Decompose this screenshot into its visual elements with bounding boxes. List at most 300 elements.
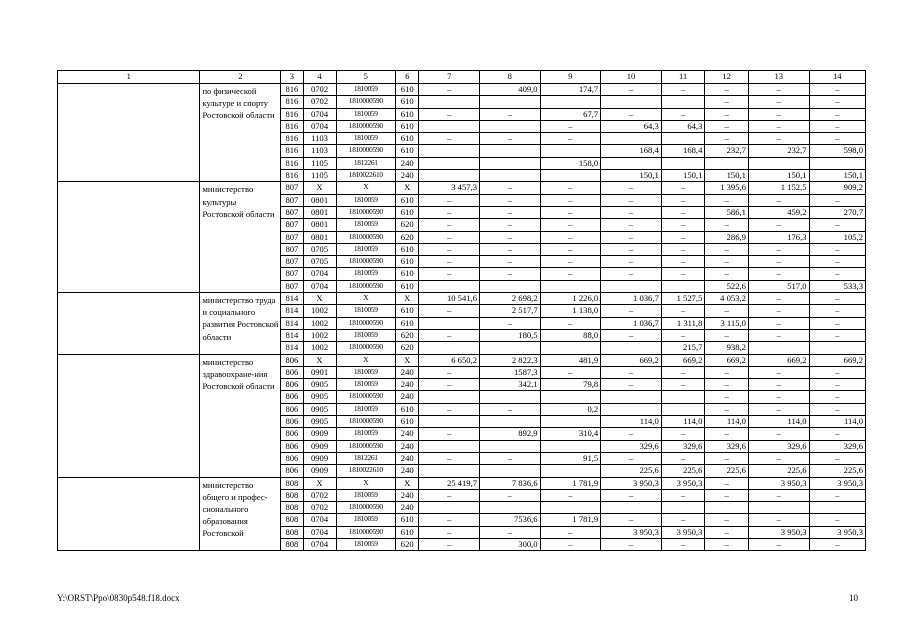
amount-cell: 150,1 bbox=[809, 170, 865, 182]
amount-cell: – bbox=[748, 219, 809, 231]
section-code: 0704 bbox=[303, 268, 336, 280]
amount-cell: – bbox=[809, 243, 865, 255]
ministry-code: 807 bbox=[281, 231, 303, 243]
amount-cell bbox=[540, 440, 601, 452]
amount-cell: 459,2 bbox=[748, 206, 809, 218]
table-row bbox=[58, 84, 866, 96]
amount-cell: – bbox=[601, 514, 662, 526]
target-code: 1812261 bbox=[336, 157, 396, 169]
amount-cell bbox=[480, 120, 541, 132]
amount-cell: – bbox=[601, 268, 662, 280]
expense-code: 240 bbox=[396, 170, 419, 182]
amount-cell: – bbox=[661, 428, 705, 440]
amount-cell bbox=[419, 502, 480, 514]
amount-cell bbox=[661, 133, 705, 145]
section-code: 1105 bbox=[303, 170, 336, 182]
amount-cell: – bbox=[480, 231, 541, 243]
column-number-header: 11 bbox=[661, 71, 705, 84]
amount-cell bbox=[540, 465, 601, 477]
amount-cell: 232,7 bbox=[705, 145, 749, 157]
table-row bbox=[58, 293, 866, 305]
amount-cell: – bbox=[705, 452, 749, 464]
section-code: 0905 bbox=[303, 416, 336, 428]
amount-cell: – bbox=[419, 108, 480, 120]
target-code: 1810059 bbox=[336, 379, 396, 391]
amount-cell: – bbox=[705, 243, 749, 255]
amount-cell: 174,7 bbox=[540, 84, 601, 96]
expense-code: 610 bbox=[396, 514, 419, 526]
amount-cell: 329,6 bbox=[809, 440, 865, 452]
target-code: 1810059 bbox=[336, 133, 396, 145]
amount-cell: – bbox=[748, 108, 809, 120]
section-code: 1002 bbox=[303, 329, 336, 341]
amount-cell: – bbox=[419, 133, 480, 145]
amount-cell: – bbox=[705, 428, 749, 440]
page-number: 10 bbox=[849, 593, 858, 603]
target-code: 1810059 bbox=[336, 243, 396, 255]
section-code: 1002 bbox=[303, 317, 336, 329]
expense-code: 620 bbox=[396, 231, 419, 243]
expense-code: 610 bbox=[396, 268, 419, 280]
amount-cell: – bbox=[601, 379, 662, 391]
ministry-code: 806 bbox=[281, 379, 303, 391]
expense-code: 620 bbox=[396, 342, 419, 354]
amount-cell: – bbox=[480, 403, 541, 415]
section-code: 0905 bbox=[303, 379, 336, 391]
amount-cell: 158,0 bbox=[540, 157, 601, 169]
amount-cell: – bbox=[661, 243, 705, 255]
amount-cell bbox=[480, 465, 541, 477]
amount-cell: 669,2 bbox=[748, 354, 809, 366]
file-path: Y:\ORST\Ppo\0830p548.f18.docx bbox=[57, 593, 180, 603]
amount-cell bbox=[601, 502, 662, 514]
ministry-code: 808 bbox=[281, 489, 303, 501]
amount-cell: 3 457,3 bbox=[419, 182, 480, 194]
target-code: 1810000590 bbox=[336, 145, 396, 157]
amount-cell: 225,6 bbox=[661, 465, 705, 477]
expense-code: 240 bbox=[396, 440, 419, 452]
amount-cell: – bbox=[809, 428, 865, 440]
amount-cell: – bbox=[705, 305, 749, 317]
amount-cell: 481,9 bbox=[540, 354, 601, 366]
amount-cell: – bbox=[809, 293, 865, 305]
blank-cell bbox=[58, 354, 200, 477]
section-code: 0905 bbox=[303, 391, 336, 403]
amount-cell: 669,2 bbox=[601, 354, 662, 366]
amount-cell: – bbox=[748, 256, 809, 268]
amount-cell: 300,0 bbox=[480, 538, 541, 550]
section-code: 0801 bbox=[303, 194, 336, 206]
amount-cell: 150,1 bbox=[601, 170, 662, 182]
amount-cell: – bbox=[705, 391, 749, 403]
amount-cell: 88,0 bbox=[540, 329, 601, 341]
ministry-code: 807 bbox=[281, 182, 303, 194]
column-number-header: 14 bbox=[809, 71, 865, 84]
amount-cell: 6 650,2 bbox=[419, 354, 480, 366]
expense-code: 610 bbox=[396, 256, 419, 268]
section-code: 0909 bbox=[303, 428, 336, 440]
table-body bbox=[58, 84, 866, 551]
ministry-code: 807 bbox=[281, 268, 303, 280]
ministry-code: 806 bbox=[281, 354, 303, 366]
target-code: 1810000590 bbox=[336, 502, 396, 514]
amount-cell: – bbox=[419, 305, 480, 317]
amount-cell: 598,0 bbox=[809, 145, 865, 157]
amount-cell bbox=[419, 317, 480, 329]
target-code: 1810000590 bbox=[336, 342, 396, 354]
ministry-code: 806 bbox=[281, 452, 303, 464]
amount-cell: – bbox=[705, 329, 749, 341]
amount-cell: 2 822,3 bbox=[480, 354, 541, 366]
target-code: 1810000590 bbox=[336, 317, 396, 329]
expense-code: 240 bbox=[396, 465, 419, 477]
amount-cell: – bbox=[705, 133, 749, 145]
amount-cell: – bbox=[809, 84, 865, 96]
amount-cell: 522,6 bbox=[705, 280, 749, 292]
amount-cell: – bbox=[748, 305, 809, 317]
amount-cell bbox=[809, 157, 865, 169]
amount-cell: – bbox=[480, 268, 541, 280]
target-code: 1810059 bbox=[336, 329, 396, 341]
amount-cell: – bbox=[419, 268, 480, 280]
blank-cell bbox=[58, 182, 200, 293]
amount-cell: 533,3 bbox=[809, 280, 865, 292]
amount-cell: 114,0 bbox=[705, 416, 749, 428]
amount-cell: – bbox=[748, 489, 809, 501]
amount-cell bbox=[419, 391, 480, 403]
amount-cell bbox=[480, 280, 541, 292]
expense-code: 610 bbox=[396, 96, 419, 108]
amount-cell: – bbox=[540, 538, 601, 550]
amount-cell: – bbox=[540, 206, 601, 218]
expense-code: 240 bbox=[396, 502, 419, 514]
amount-cell bbox=[419, 416, 480, 428]
amount-cell: 114,0 bbox=[661, 416, 705, 428]
amount-cell: – bbox=[419, 428, 480, 440]
amount-cell: – bbox=[540, 268, 601, 280]
amount-cell: 7 836,6 bbox=[480, 477, 541, 489]
amount-cell: – bbox=[419, 206, 480, 218]
expense-code: Х bbox=[396, 293, 419, 305]
amount-cell: – bbox=[601, 452, 662, 464]
amount-cell: 669,2 bbox=[661, 354, 705, 366]
amount-cell: 91,5 bbox=[540, 452, 601, 464]
expense-code: 610 bbox=[396, 280, 419, 292]
amount-cell: 225,6 bbox=[809, 465, 865, 477]
amount-cell: – bbox=[705, 477, 749, 489]
amount-cell bbox=[601, 403, 662, 415]
amount-cell: 270,7 bbox=[809, 206, 865, 218]
expense-code: 610 bbox=[396, 305, 419, 317]
amount-cell: – bbox=[419, 452, 480, 464]
amount-cell: 64,3 bbox=[601, 120, 662, 132]
amount-cell: – bbox=[419, 489, 480, 501]
target-code: 1810000590 bbox=[336, 526, 396, 538]
expense-code: 610 bbox=[396, 133, 419, 145]
amount-cell bbox=[419, 440, 480, 452]
amount-cell bbox=[601, 391, 662, 403]
amount-cell bbox=[661, 403, 705, 415]
expense-code: 610 bbox=[396, 243, 419, 255]
amount-cell: 1 138,0 bbox=[540, 305, 601, 317]
amount-cell bbox=[748, 342, 809, 354]
amount-cell: – bbox=[661, 329, 705, 341]
section-code: 0901 bbox=[303, 366, 336, 378]
amount-cell: – bbox=[748, 96, 809, 108]
amount-cell: 329,6 bbox=[661, 440, 705, 452]
amount-cell: 2 698,2 bbox=[480, 293, 541, 305]
section-code: 0704 bbox=[303, 514, 336, 526]
ministry-code: 807 bbox=[281, 256, 303, 268]
table-row bbox=[58, 477, 866, 489]
amount-cell: 10 541,6 bbox=[419, 293, 480, 305]
amount-cell bbox=[419, 170, 480, 182]
amount-cell: – bbox=[480, 243, 541, 255]
amount-cell: – bbox=[809, 305, 865, 317]
section-code: 0704 bbox=[303, 538, 336, 550]
amount-cell: 3 950,3 bbox=[601, 526, 662, 538]
amount-cell bbox=[661, 280, 705, 292]
target-code: 1810000590 bbox=[336, 120, 396, 132]
amount-cell: 2 517,7 bbox=[480, 305, 541, 317]
section-code: 0704 bbox=[303, 526, 336, 538]
expense-code: 620 bbox=[396, 538, 419, 550]
amount-cell: – bbox=[419, 231, 480, 243]
column-number-header: 8 bbox=[480, 71, 541, 84]
amount-cell: – bbox=[809, 403, 865, 415]
amount-cell: 1 781,9 bbox=[540, 514, 601, 526]
amount-cell: – bbox=[661, 108, 705, 120]
amount-cell: 105,2 bbox=[809, 231, 865, 243]
amount-cell: – bbox=[748, 84, 809, 96]
amount-cell bbox=[480, 416, 541, 428]
amount-cell: – bbox=[661, 219, 705, 231]
amount-cell: – bbox=[661, 538, 705, 550]
ministry-code: 816 bbox=[281, 84, 303, 96]
amount-cell: – bbox=[809, 219, 865, 231]
amount-cell: – bbox=[705, 120, 749, 132]
expense-code: 620 bbox=[396, 219, 419, 231]
target-code: 1810059 bbox=[336, 489, 396, 501]
amount-cell: – bbox=[661, 194, 705, 206]
amount-cell: – bbox=[419, 514, 480, 526]
amount-cell: 225,6 bbox=[705, 465, 749, 477]
budget-table-container bbox=[57, 70, 866, 551]
amount-cell: 286,9 bbox=[705, 231, 749, 243]
amount-cell: – bbox=[705, 108, 749, 120]
amount-cell: 3 950,3 bbox=[809, 477, 865, 489]
ministry-code: 806 bbox=[281, 416, 303, 428]
amount-cell: – bbox=[540, 366, 601, 378]
amount-cell: – bbox=[540, 219, 601, 231]
section-code: 0702 bbox=[303, 84, 336, 96]
amount-cell: – bbox=[809, 96, 865, 108]
amount-cell: – bbox=[601, 538, 662, 550]
amount-cell: 1 311,8 bbox=[661, 317, 705, 329]
ministry-code: 816 bbox=[281, 120, 303, 132]
amount-cell: – bbox=[540, 526, 601, 538]
ministry-code: 808 bbox=[281, 502, 303, 514]
target-code: Х bbox=[336, 293, 396, 305]
amount-cell: 150,1 bbox=[705, 170, 749, 182]
amount-cell: 938,2 bbox=[705, 342, 749, 354]
amount-cell: – bbox=[419, 379, 480, 391]
amount-cell bbox=[705, 157, 749, 169]
ministry-code: 816 bbox=[281, 96, 303, 108]
section-code: 0702 bbox=[303, 502, 336, 514]
column-number-header: 13 bbox=[748, 71, 809, 84]
target-code: 1812261 bbox=[336, 452, 396, 464]
amount-cell: – bbox=[540, 256, 601, 268]
ministry-code: 806 bbox=[281, 440, 303, 452]
amount-cell: 342,1 bbox=[480, 379, 541, 391]
amount-cell: – bbox=[480, 256, 541, 268]
amount-cell bbox=[661, 502, 705, 514]
amount-cell: – bbox=[705, 514, 749, 526]
agency-name: министерство общего и профес-сионального образования Ростовской bbox=[200, 477, 281, 551]
expense-code: 620 bbox=[396, 329, 419, 341]
target-code: 1810000590 bbox=[336, 391, 396, 403]
target-code: 1810000590 bbox=[336, 440, 396, 452]
column-number-row bbox=[58, 71, 866, 84]
expense-code: 610 bbox=[396, 206, 419, 218]
amount-cell bbox=[540, 342, 601, 354]
amount-cell bbox=[540, 170, 601, 182]
target-code: 1810022610 bbox=[336, 465, 396, 477]
section-code: 1002 bbox=[303, 342, 336, 354]
target-code: 1810059 bbox=[336, 219, 396, 231]
amount-cell: – bbox=[748, 379, 809, 391]
amount-cell: – bbox=[661, 182, 705, 194]
column-number-header: 1 bbox=[58, 71, 200, 84]
amount-cell: 150,1 bbox=[661, 170, 705, 182]
amount-cell: – bbox=[809, 391, 865, 403]
amount-cell: 215,7 bbox=[661, 342, 705, 354]
expense-code: 240 bbox=[396, 379, 419, 391]
amount-cell bbox=[540, 416, 601, 428]
amount-cell: – bbox=[705, 379, 749, 391]
table-row bbox=[58, 182, 866, 194]
amount-cell: – bbox=[480, 489, 541, 501]
amount-cell: 1 036,7 bbox=[601, 293, 662, 305]
column-number-header: 12 bbox=[705, 71, 749, 84]
blank-cell bbox=[58, 293, 200, 354]
section-code: 0705 bbox=[303, 243, 336, 255]
amount-cell: – bbox=[661, 305, 705, 317]
amount-cell: – bbox=[419, 329, 480, 341]
amount-cell: – bbox=[601, 182, 662, 194]
amount-cell: – bbox=[809, 133, 865, 145]
amount-cell: 517,0 bbox=[748, 280, 809, 292]
section-code: 0801 bbox=[303, 231, 336, 243]
amount-cell: 329,6 bbox=[601, 440, 662, 452]
ministry-code: 807 bbox=[281, 280, 303, 292]
amount-cell: – bbox=[480, 452, 541, 464]
section-code: 1105 bbox=[303, 157, 336, 169]
ministry-code: 814 bbox=[281, 329, 303, 341]
amount-cell: 310,4 bbox=[540, 428, 601, 440]
amount-cell: – bbox=[809, 379, 865, 391]
amount-cell: – bbox=[480, 526, 541, 538]
amount-cell: – bbox=[540, 317, 601, 329]
amount-cell: – bbox=[809, 329, 865, 341]
amount-cell: – bbox=[480, 133, 541, 145]
column-number-header: 9 bbox=[540, 71, 601, 84]
amount-cell bbox=[601, 342, 662, 354]
target-code: 1810059 bbox=[336, 305, 396, 317]
amount-cell: – bbox=[601, 206, 662, 218]
amount-cell: – bbox=[748, 243, 809, 255]
amount-cell bbox=[540, 502, 601, 514]
amount-cell bbox=[480, 502, 541, 514]
amount-cell: – bbox=[601, 108, 662, 120]
section-code: 0704 bbox=[303, 108, 336, 120]
amount-cell: 114,0 bbox=[748, 416, 809, 428]
section-code: Х bbox=[303, 477, 336, 489]
expense-code: 240 bbox=[396, 428, 419, 440]
amount-cell: – bbox=[748, 428, 809, 440]
target-code: 1810059 bbox=[336, 428, 396, 440]
amount-cell: – bbox=[419, 526, 480, 538]
section-code: 0905 bbox=[303, 403, 336, 415]
amount-cell: – bbox=[705, 403, 749, 415]
ministry-code: 806 bbox=[281, 403, 303, 415]
amount-cell: 150,1 bbox=[748, 170, 809, 182]
amount-cell bbox=[601, 280, 662, 292]
amount-cell: 114,0 bbox=[601, 416, 662, 428]
amount-cell: – bbox=[661, 514, 705, 526]
amount-cell: – bbox=[748, 329, 809, 341]
amount-cell: 176,3 bbox=[748, 231, 809, 243]
section-code: 0702 bbox=[303, 96, 336, 108]
amount-cell: 25 419,7 bbox=[419, 477, 480, 489]
amount-cell: – bbox=[540, 243, 601, 255]
amount-cell bbox=[661, 96, 705, 108]
ministry-code: 816 bbox=[281, 157, 303, 169]
amount-cell: – bbox=[809, 268, 865, 280]
expense-code: 610 bbox=[396, 317, 419, 329]
amount-cell: 3 950,3 bbox=[661, 477, 705, 489]
amount-cell: 669,2 bbox=[809, 354, 865, 366]
amount-cell bbox=[480, 391, 541, 403]
amount-cell: – bbox=[748, 391, 809, 403]
amount-cell bbox=[748, 157, 809, 169]
amount-cell: 7536,6 bbox=[480, 514, 541, 526]
expense-code: 610 bbox=[396, 194, 419, 206]
amount-cell: – bbox=[540, 120, 601, 132]
amount-cell: – bbox=[601, 84, 662, 96]
ministry-code: 807 bbox=[281, 219, 303, 231]
amount-cell: 909,2 bbox=[809, 182, 865, 194]
amount-cell: – bbox=[480, 194, 541, 206]
amount-cell: 225,6 bbox=[601, 465, 662, 477]
amount-cell: – bbox=[540, 182, 601, 194]
amount-cell: 586,1 bbox=[705, 206, 749, 218]
amount-cell: – bbox=[809, 120, 865, 132]
amount-cell bbox=[480, 145, 541, 157]
expense-code: 610 bbox=[396, 403, 419, 415]
expense-code: 610 bbox=[396, 416, 419, 428]
amount-cell bbox=[480, 96, 541, 108]
amount-cell: 4 053,2 bbox=[705, 293, 749, 305]
amount-cell: 168,4 bbox=[601, 145, 662, 157]
amount-cell: 67,7 bbox=[540, 108, 601, 120]
section-code: Х bbox=[303, 293, 336, 305]
amount-cell: – bbox=[705, 219, 749, 231]
amount-cell bbox=[480, 157, 541, 169]
expense-code: 240 bbox=[396, 366, 419, 378]
amount-cell: – bbox=[601, 219, 662, 231]
